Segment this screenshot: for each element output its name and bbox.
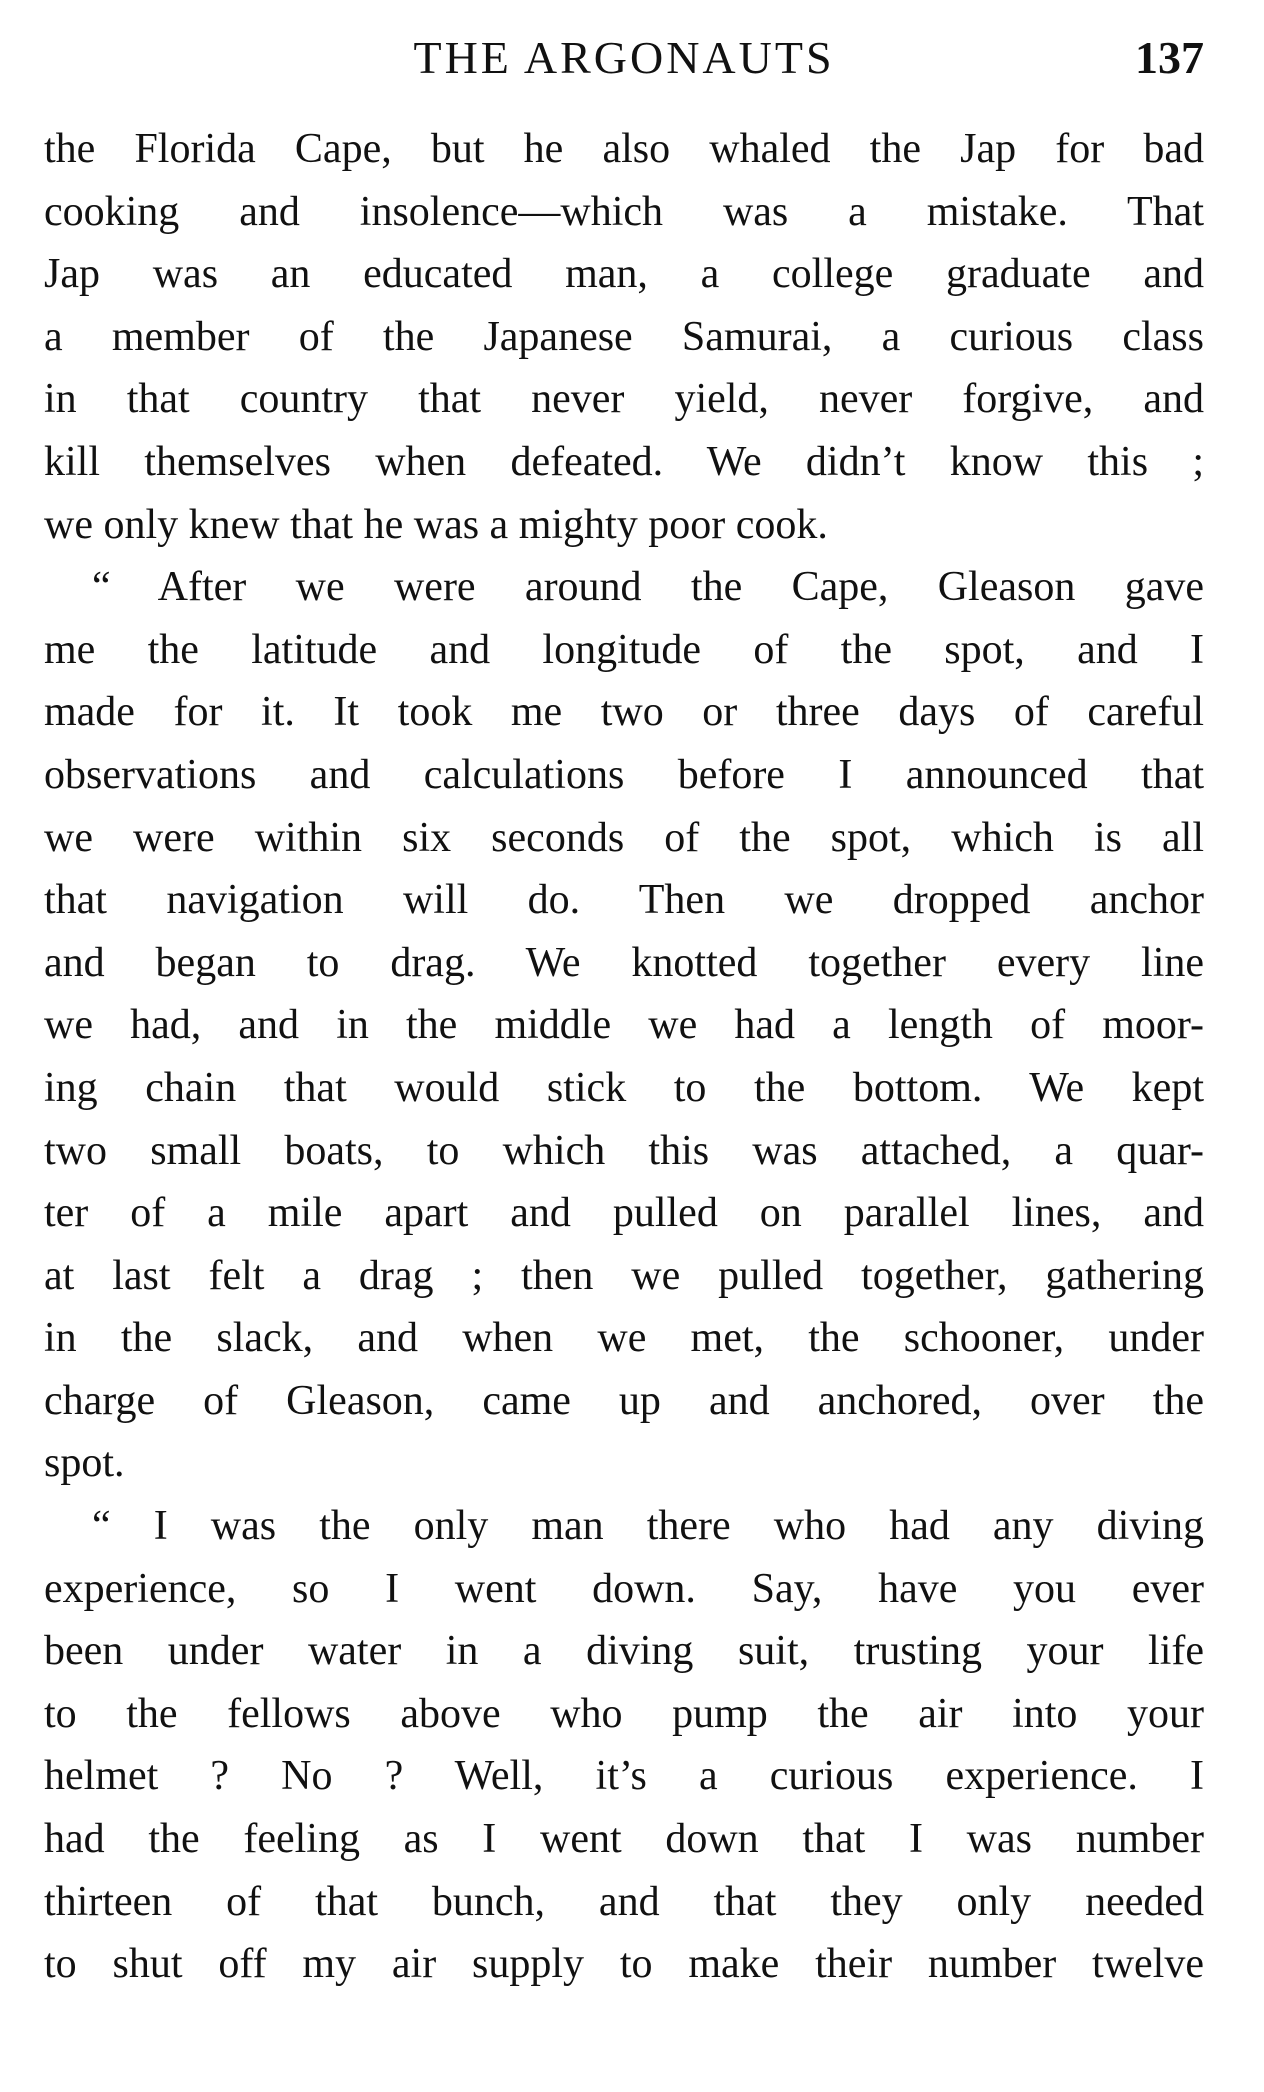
text-line: “ After we were around the Cape, Gleason gave: [92, 564, 1204, 611]
body-text: [44, 118, 1204, 1996]
text-line: “ I was the only man there who had any diving: [92, 1503, 1204, 1550]
text-line: that navigation will do. Then we dropped anchor: [44, 877, 1204, 924]
text-line: observations and calculations before I announced that: [44, 751, 1204, 798]
text-line: had the feeling as I went down that I was number: [44, 1816, 1204, 1863]
text-line: to shut off my air supply to make their number twelve: [44, 1941, 1204, 1988]
text-line: helmet ? No ? Well, it’s a curious experience. I: [44, 1753, 1204, 1800]
text-line: we only knew that he was a mighty poor cook.: [44, 501, 828, 548]
text-line: two small boats, to which this was attached, a quar-: [44, 1127, 1204, 1174]
text-line: we had, and in the middle we had a length of moor-: [44, 1002, 1204, 1049]
text-line: and began to drag. We knotted together every line: [44, 939, 1204, 986]
text-line: spot.: [44, 1440, 125, 1487]
text-line: kill themselves when defeated. We didn’t know this ;: [44, 438, 1204, 485]
text-line: ter of a mile apart and pulled on parallel lines, and: [44, 1190, 1204, 1237]
text-line: a member of the Japanese Samurai, a curious class: [44, 313, 1204, 360]
text-line: we were within six seconds of the spot, which is all: [44, 814, 1204, 861]
text-line: cooking and insolence—which was a mistake. That: [44, 188, 1204, 235]
text-line: ing chain that would stick to the bottom. We kept: [44, 1064, 1204, 1111]
text-line: charge of Gleason, came up and anchored, over the: [44, 1377, 1204, 1424]
text-line: to the fellows above who pump the air into your: [44, 1690, 1204, 1737]
text-line: at last felt a drag ; then we pulled together, gathering: [44, 1252, 1204, 1299]
text-line: experience, so I went down. Say, have you ever: [44, 1565, 1204, 1612]
text-line: thirteen of that bunch, and that they only needed: [44, 1878, 1204, 1925]
text-line: made for it. It took me two or three days of careful: [44, 689, 1204, 736]
text-line: been under water in a diving suit, trusting your life: [44, 1628, 1204, 1675]
text-line: me the latitude and longitude of the spot, and I: [44, 626, 1204, 673]
text-line: Jap was an educated man, a college graduate and: [44, 251, 1204, 298]
text-line: the Florida Cape, but he also whaled the Jap for bad: [44, 126, 1204, 172]
page-number: 137: [1135, 32, 1204, 83]
running-title: THE ARGONAUTS: [413, 32, 835, 83]
text-line: in the slack, and when we met, the schooner, under: [44, 1315, 1204, 1362]
text-line: in that country that never yield, never forgive, and: [44, 376, 1204, 423]
running-head: [44, 26, 1204, 90]
